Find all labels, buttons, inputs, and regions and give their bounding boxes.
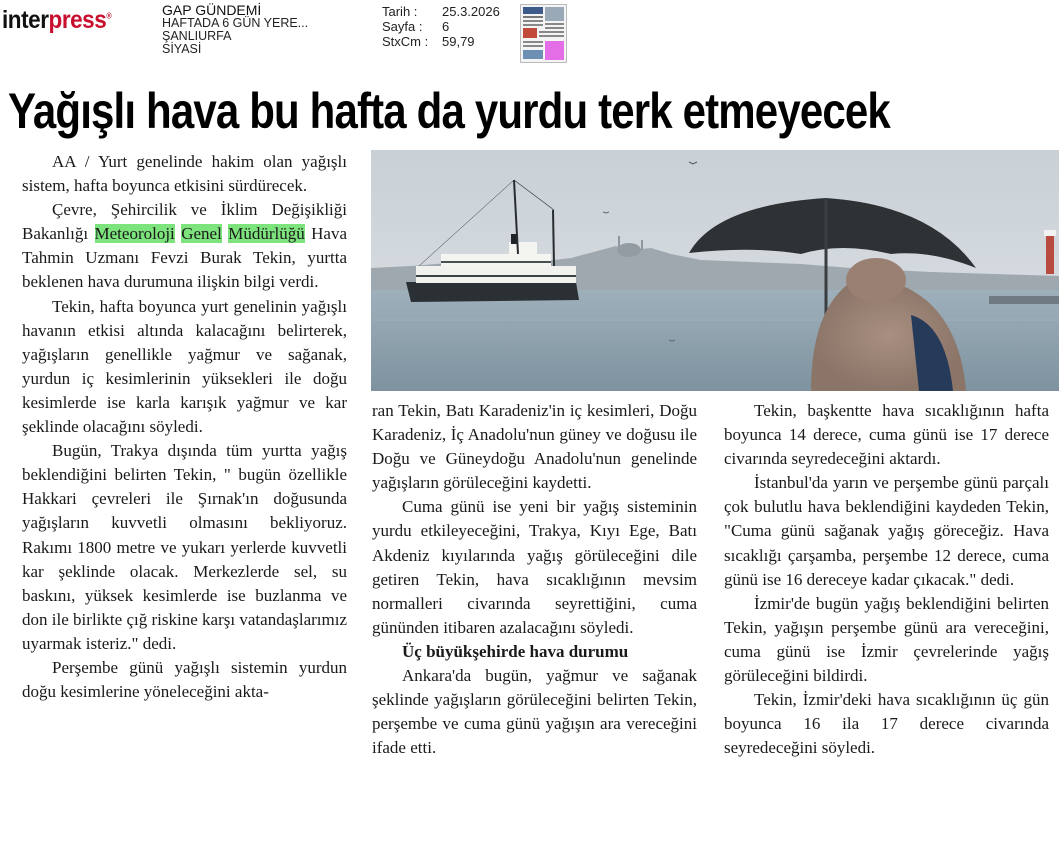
article-column-1: [22, 150, 347, 704]
clipping-category: SİYASİ: [162, 42, 202, 56]
article-column-2: [372, 399, 697, 760]
clipping-meta-right: [382, 4, 500, 49]
paragraph-text: Çevre, Şehircilik ve İklim Değişikliği Bakanlığı: [22, 200, 347, 244]
highlighted-keyword: Meteoroloji: [94, 224, 175, 244]
stxcm-row: [382, 34, 500, 49]
ferry-umbrella-photo: [371, 150, 1059, 391]
paragraph: Ankara'da bugün, yağmur ve sağanak şeklinde yağışların görüleceğini belirten Tekin, perşembe ve cuma günü yağışın ara vereceğini ifade etti.: [372, 666, 697, 758]
paragraph: İzmir'de bugün yağış beklendiğini belirten Tekin, yağışın perşembe günü ara vereceğini, cuma günü ise İzmir çevrelerinde yağış görüleceğini bildirdi.: [724, 593, 1049, 686]
paragraph-text: Hava Tahmin Uzmanı Fevzi Burak Tekin, yurtta beklenen hava durumuna ilişkin bilgi verdi.: [22, 224, 348, 292]
clipping-city: ŞANLIURFA: [162, 29, 232, 43]
article-column-3: [724, 399, 1049, 760]
page-thumbnail[interactable]: [520, 4, 567, 63]
paragraph: Tekin, İzmir'deki hava sıcaklığının üç gün boyunca 16 ila 17 derece civarında seyredeceğini söyledi.: [724, 690, 1049, 758]
page-label: Sayfa :: [382, 19, 423, 34]
page-value: 6: [442, 19, 450, 34]
subheading: Üç büyükşehirde hava durumu: [402, 641, 629, 661]
clipping-meta-left: [162, 4, 308, 56]
date-row: [382, 4, 500, 19]
page-row: [382, 19, 500, 34]
registered-mark: ®: [106, 11, 112, 21]
publication-name: GAP GÜNDEMİ: [162, 2, 262, 18]
paragraph: İstanbul'da yarın ve perşembe günü parçalı çok bulutlu hava beklendiğini kaydeden Tekin, "Cuma günü sağanak yağış göreceğiz. Hava sıcaklığı çarşamba, perşembe 12 derece, cuma günü ise 16 dereceye kadar çıkacak." dedi.: [724, 473, 1049, 589]
stxcm-value: 59,79: [442, 34, 475, 49]
paragraph: Tekin, hafta boyunca yurt genelinin yağışlı havanın etkisi altında kalacağını belirterek, yağışların genellikle yağmur ve sağanak, yurdun iç kesimlerinin yüksekleri ile doğu kesimlerde ise karla karışık yağmur ve kar şeklinde olacağını söyledi.: [22, 296, 347, 437]
logo-text-left: inter: [2, 6, 49, 34]
paragraph: Bugün, Trakya dışında tüm yurtta yağış beklendiğini belirten Tekin, " bugün özellikle Hakkari çevreleri ile Şırnak'ın doğusunda yağışların kuvvetli olmasını bekliyoruz. Rakımı 1800 metre ve yukarı yerlerde kuvvetli kar şeklinde olacak. Merkezlerde sel, su baskını, yüksek kesimlerde ise buzlanma ve don ile birlikte çığ riskine karşı vatandaşlarımız uyarmak isteriz." dedi.: [22, 441, 347, 653]
interpress-logo: [2, 6, 111, 35]
clipping-headline-short: HAFTADA 6 GÜN YERE...: [162, 16, 309, 30]
paragraph: Tekin, başkentte hava sıcaklığının hafta boyunca 14 derece, cuma günü ise 17 derece civarında seyredeceğini aktardı.: [724, 401, 1049, 469]
date-label: Tarih :: [382, 4, 418, 19]
highlighted-keyword: Müdürlüğü: [228, 224, 305, 244]
paragraph: ran Tekin, Batı Karadeniz'in iç kesimleri, Doğu Karadeniz, İç Anadolu'nun güney ve doğusu ile Doğu ve Güneydoğu Anadolu'nun genelinde yağışların görüleceğini kaydetti.: [372, 401, 697, 493]
article-photo: [371, 150, 1059, 391]
paragraph: [22, 198, 347, 294]
paragraph: Cuma günü ise yeni bir yağış sisteminin yurdu etkileyeceğini, Trakya, Kıyı Ege, Batı Akdeniz kıyılarında yağış görüleceğini dile getiren Tekin, hava sıcaklığının mevsim normalleri civarında seyrettiğini, cuma gününden itibaren azalacağını söyledi.: [372, 497, 697, 637]
date-value: 25.3.2026: [442, 4, 500, 19]
highlighted-keyword: Genel: [181, 224, 222, 244]
paragraph: Perşembe günü yağışlı sistemin yurdun doğu kesimlerine yöneleceğini akta-: [22, 657, 347, 702]
stxcm-label: StxCm :: [382, 34, 429, 49]
paragraph: AA / Yurt genelinde hakim olan yağışlı sistem, hafta boyunca etkisini sürdürecek.: [22, 152, 347, 196]
article-headline: Yağışlı hava bu hafta da yurdu terk etmeyecek: [8, 83, 890, 139]
logo-text-right: press: [48, 6, 107, 34]
